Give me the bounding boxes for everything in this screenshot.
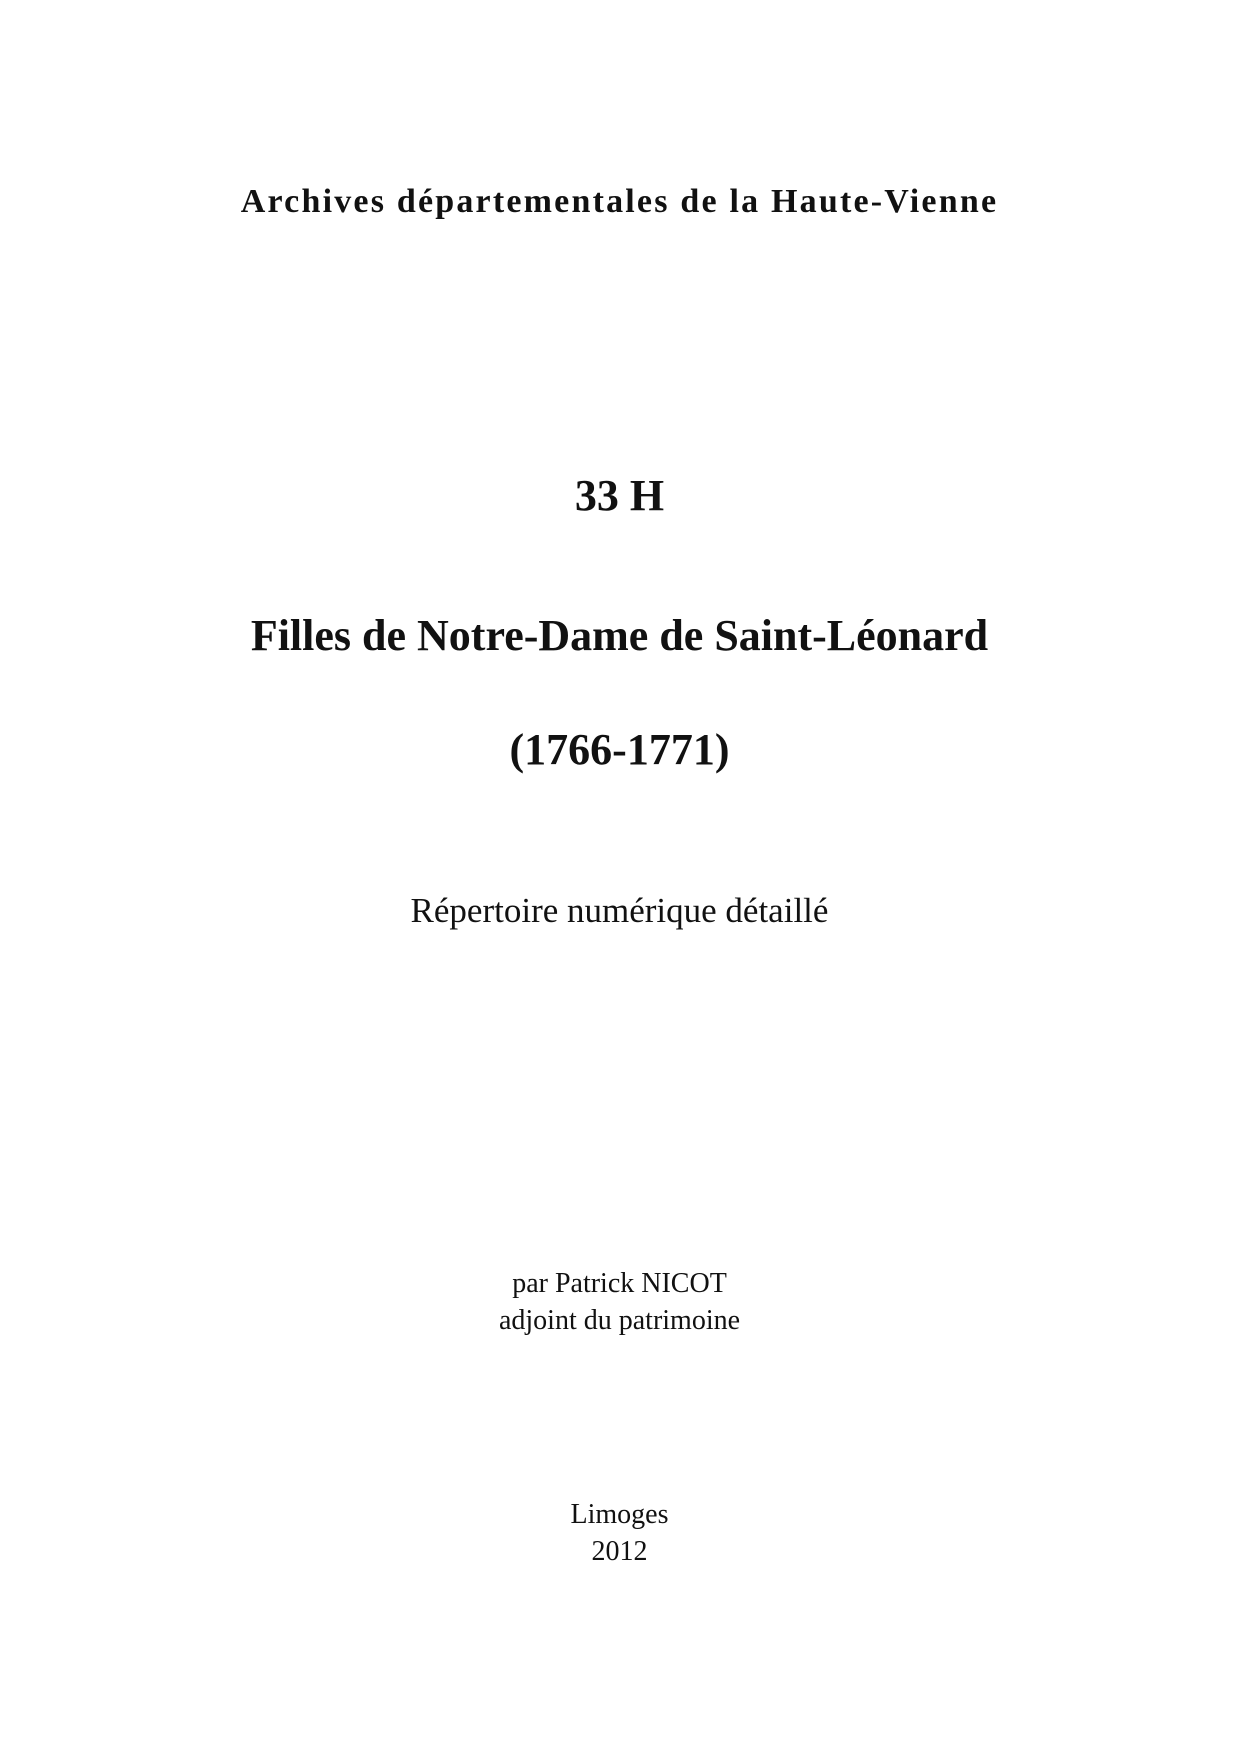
document-title: Filles de Notre-Dame de Saint-Léonard: [250, 611, 989, 660]
publication-year: 2012: [591, 1536, 648, 1567]
date-range: (1766-1771): [509, 725, 730, 774]
document-type: Répertoire numérique détaillé: [410, 891, 829, 930]
publication-place: Limoges: [570, 1499, 669, 1530]
author-name: par Patrick NICOT: [512, 1268, 727, 1299]
author-role: adjoint du patrimoine: [498, 1305, 741, 1336]
institution-name: Archives départementales de la Haute-Vienne: [240, 183, 999, 220]
call-number: 33 H: [574, 471, 665, 520]
